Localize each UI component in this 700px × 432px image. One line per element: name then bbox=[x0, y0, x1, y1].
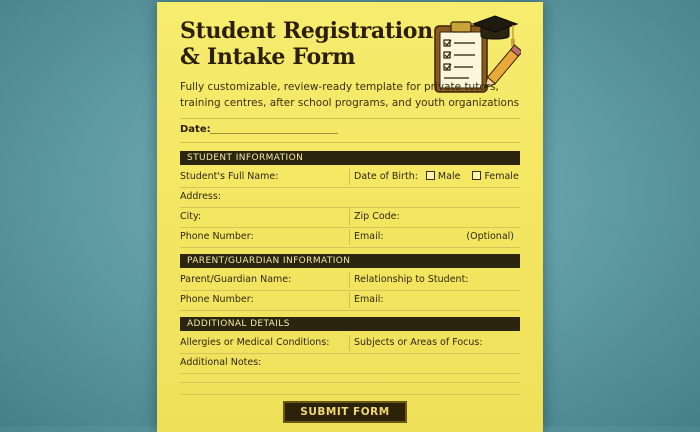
additional-section-header: ADDITIONAL DETAILS bbox=[180, 317, 520, 331]
female-label: Female bbox=[484, 171, 519, 182]
column-divider bbox=[349, 335, 350, 351]
title-line-1: Student Registration bbox=[180, 18, 433, 44]
student-name-row bbox=[180, 167, 520, 188]
address-field[interactable]: Address: bbox=[180, 191, 222, 202]
notes-line[interactable] bbox=[180, 394, 520, 395]
column-divider bbox=[349, 272, 350, 288]
allergies-field[interactable]: Allergies or Medical Conditions: bbox=[180, 337, 330, 348]
column-divider bbox=[349, 292, 350, 308]
subjects-field[interactable]: Subjects or Areas of Focus: bbox=[354, 337, 483, 348]
page-subtitle: Fully customizable, review-ready template for private tutors, training centres, after school programs, and youth organizations bbox=[180, 81, 520, 109]
student-full-name-field[interactable]: Student's Full Name: bbox=[180, 171, 279, 182]
city-zip-row bbox=[180, 207, 520, 228]
date-label: Date: bbox=[180, 124, 211, 135]
relationship-field[interactable]: Relationship to Student: bbox=[354, 274, 469, 285]
student-phone-field[interactable]: Phone Number: bbox=[180, 231, 254, 242]
guardian-name-row bbox=[180, 270, 520, 291]
student-section-header: STUDENT INFORMATION bbox=[180, 151, 520, 165]
notes-row bbox=[180, 353, 520, 374]
form-sheet bbox=[157, 2, 543, 432]
zip-code-field[interactable]: Zip Code: bbox=[354, 211, 400, 222]
divider bbox=[180, 142, 520, 143]
city-field[interactable]: City: bbox=[180, 211, 202, 222]
female-checkbox[interactable] bbox=[472, 171, 481, 180]
male-checkbox[interactable] bbox=[426, 171, 435, 180]
notes-line[interactable] bbox=[180, 382, 520, 383]
column-divider bbox=[349, 209, 350, 225]
date-of-birth-field[interactable]: Date of Birth: bbox=[354, 171, 418, 182]
guardian-phone-field[interactable]: Phone Number: bbox=[180, 294, 254, 305]
column-divider bbox=[349, 169, 350, 185]
page-title bbox=[180, 18, 433, 70]
male-label: Male bbox=[437, 171, 461, 182]
address-row bbox=[180, 187, 520, 208]
phone-email-row bbox=[180, 227, 520, 248]
optional-note: (Optional) bbox=[466, 231, 514, 242]
additional-notes-field[interactable]: Additional Notes: bbox=[180, 357, 262, 368]
guardian-contact-row bbox=[180, 290, 520, 311]
title-line-2: & Intake Form bbox=[180, 44, 356, 70]
date-input-line[interactable] bbox=[210, 133, 338, 134]
guardian-email-field[interactable]: Email: bbox=[354, 294, 384, 305]
guardian-section-header: PARENT/GUARDIAN INFORMATION bbox=[180, 254, 520, 268]
divider bbox=[180, 118, 520, 119]
guardian-name-field[interactable]: Parent/Guardian Name: bbox=[180, 274, 292, 285]
column-divider bbox=[349, 229, 350, 245]
date-row bbox=[180, 124, 520, 140]
student-email-field[interactable]: Email: bbox=[354, 231, 384, 242]
submit-form-button[interactable]: SUBMIT FORM bbox=[283, 401, 407, 423]
date-of-birth-group bbox=[354, 167, 519, 187]
medical-subjects-row bbox=[180, 333, 520, 354]
